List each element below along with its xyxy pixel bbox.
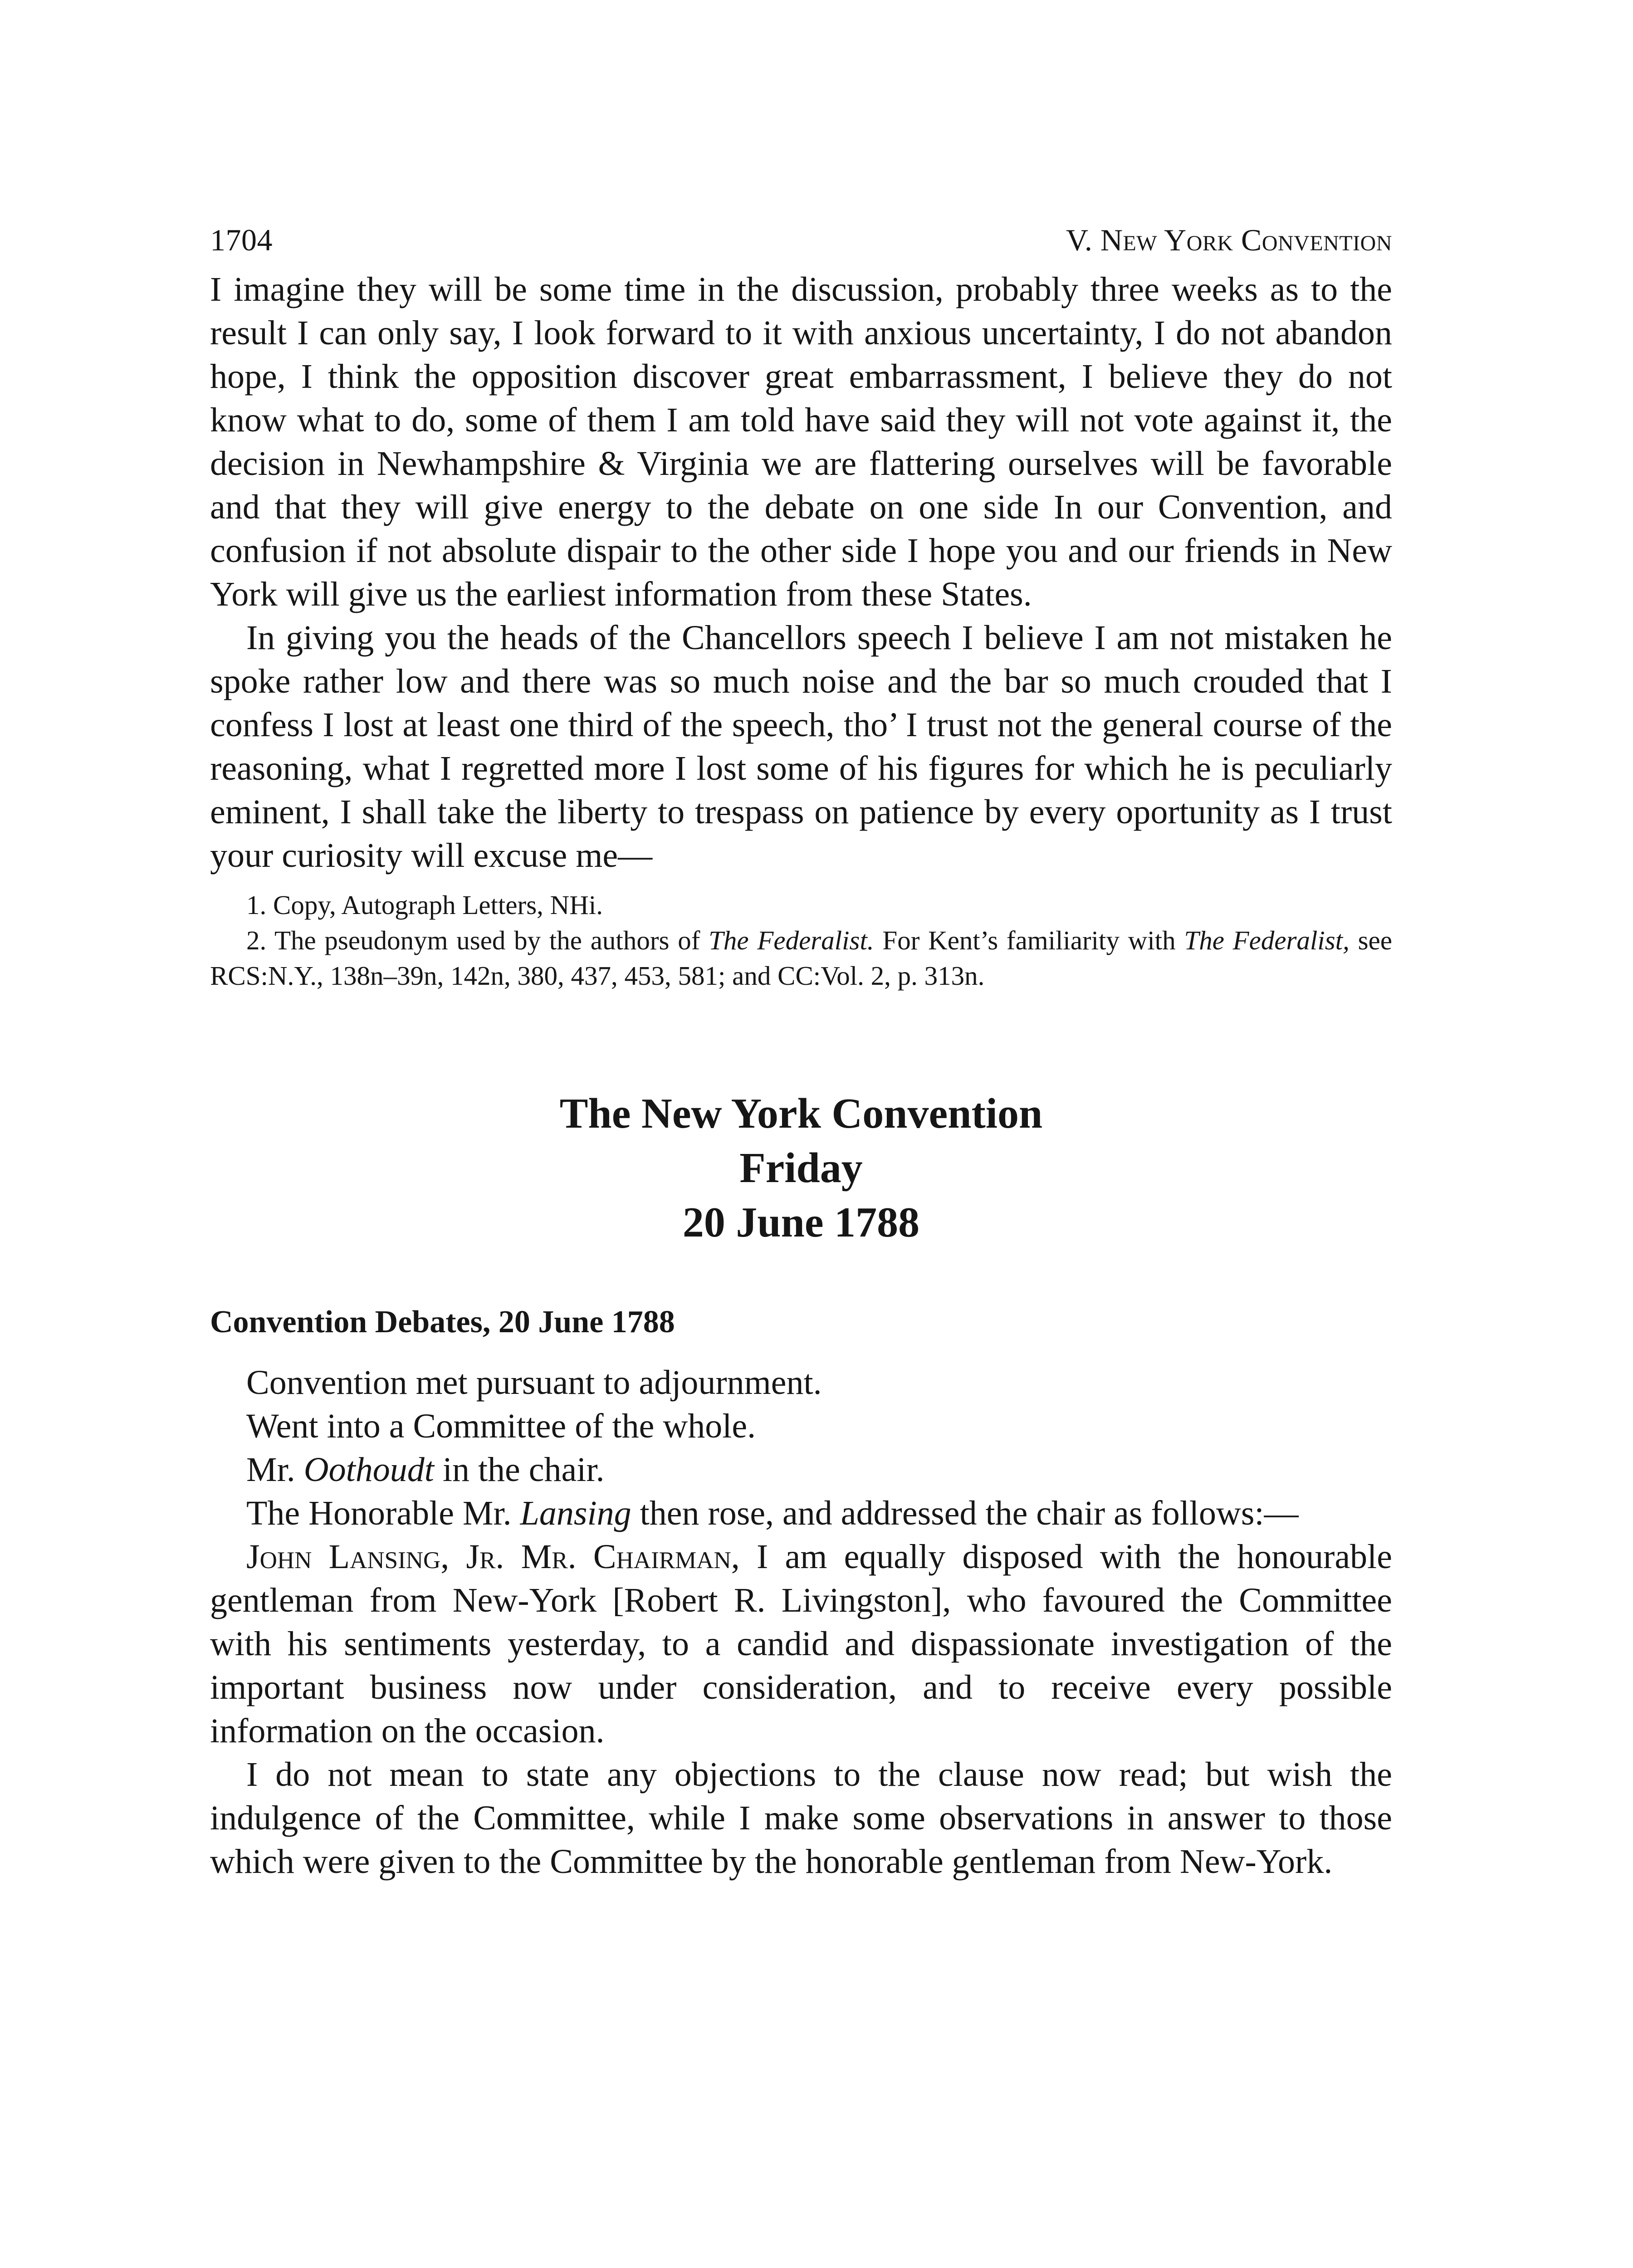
chairman-address: Mr. Chairman,: [521, 1538, 740, 1576]
running-title: V. New York Convention: [1066, 223, 1392, 257]
debates-line: [210, 1491, 1392, 1535]
debates-text-run: then rose, and addressed the chair as follows:—: [631, 1494, 1299, 1532]
debates-line: Convention met pursuant to adjournment.: [246, 1364, 822, 1402]
debates-text-run: Mr.: [246, 1451, 304, 1489]
heading-line-3: 20 June 1788: [682, 1199, 920, 1246]
speech-paragraph: [210, 1535, 1392, 1753]
debates-text-run: in the chair.: [434, 1451, 605, 1489]
footnote-2-text: 2. The pseudonym used by the authors of: [246, 925, 709, 955]
speaker-name-italic: Lansing: [520, 1494, 631, 1532]
debates-text: [210, 1361, 1392, 1883]
footnote-2-italic: The Federalist,: [1184, 925, 1349, 955]
document-page: [210, 218, 1392, 1883]
debates-line: Went into a Committee of the whole.: [246, 1407, 756, 1445]
debates-text-run: The Honorable Mr.: [246, 1494, 520, 1532]
speech-text: I am equally disposed with the honourable gentleman from New-York [Robert R. Livingston], who favoured the Committee with his sentiments yesterday, to a candid and dispassionate investigation of the important business now under consideration, and to receive every possible information on the occasion.: [210, 1538, 1393, 1750]
letter-paragraph: I imagine they will be some time in the discussion, probably three weeks as to the result I can only say, I look forward to it with anxious uncertainty, I do not abandon hope, I think the opposition discover great embarrassment, I believe they do not know what to do, some of them I am told have said they will not vote against it, the decision in Newhampshire & Virginia we are flattering ourselves will be favorable and that they will give energy to the debate on one side In our Convention, and confusion if not absolute dispair to the other side I hope you and our friends in New York will give us the earliest information from these States.: [210, 270, 1392, 613]
footnote-1: 1. Copy, Autograph Letters, NHi.: [246, 890, 603, 920]
letter-text: [210, 268, 1392, 877]
debates-line: [210, 1448, 1392, 1491]
subsection-title: Convention Debates, 20 June 1788: [210, 1305, 675, 1339]
footnote-2-italic: The Federalist.: [709, 925, 874, 955]
speech-paragraph: I do not mean to state any objections to the clause now read; but wish the indulgence of the Committee, while I make some observations in answer to those which were given to the Committee by the honorable gentleman from New-York.: [210, 1755, 1392, 1881]
section-heading: [210, 1086, 1392, 1250]
heading-line-1: The New York Convention: [559, 1090, 1043, 1137]
letter-paragraph: In giving you the heads of the Chancellors speech I believe I am not mistaken he spoke rather low and there was so much noise and the bar so much crouded that I confess I lost at least one third of the speech, tho’ I trust not the general course of the reasoning, what I regretted more I lost some of his figures for which he is peculiarly eminent, I shall take the liberty to trespass on patience by every oportunity as I trust your curiosity will excuse me—: [210, 619, 1392, 875]
footnote-2-text: For Kent’s familiarity with: [874, 925, 1184, 955]
footnotes: [210, 887, 1392, 993]
page-number: 1704: [210, 223, 273, 257]
speaker-name: John Lansing, Jr.: [246, 1538, 504, 1576]
running-head: [210, 218, 1392, 268]
heading-line-2: Friday: [739, 1144, 863, 1192]
footnote-2-text: see RCS:N.Y., 138n–39n, 142n, 380, 437, 453, 581; and CC:Vol. 2, p. 313n.: [210, 925, 1393, 991]
footnote-2: [210, 923, 1392, 993]
chair-name: Oothoudt: [303, 1451, 434, 1489]
